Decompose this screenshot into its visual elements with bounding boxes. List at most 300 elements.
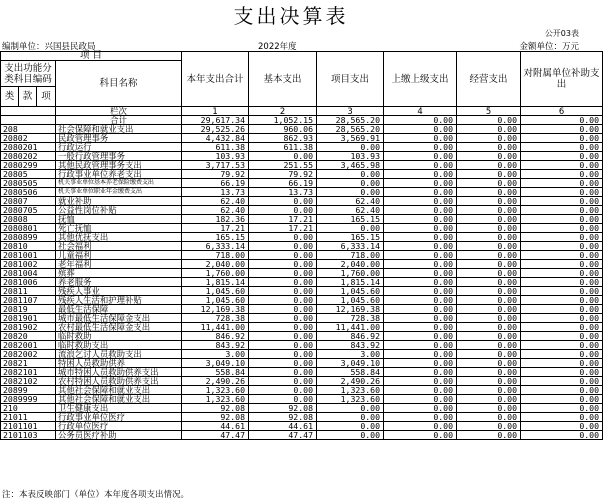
index-blank bbox=[1, 107, 56, 116]
amount-cell: 0.00 bbox=[384, 341, 457, 350]
amount-cell: 718.00 bbox=[317, 251, 384, 260]
subject-name: 城市最低生活保障金支出 bbox=[56, 314, 182, 323]
amount-cell: 0.00 bbox=[384, 134, 457, 143]
section-header: 款 bbox=[19, 87, 37, 107]
amount-cell: 0.00 bbox=[317, 143, 384, 152]
amount-cell: 0.00 bbox=[384, 206, 457, 215]
function-code: 2081107 bbox=[1, 296, 56, 305]
amount-cell: 0.00 bbox=[249, 251, 317, 260]
header-row-1 bbox=[1, 52, 603, 61]
amount-cell: 0.00 bbox=[457, 269, 521, 278]
amount-cell: 0.00 bbox=[249, 269, 317, 278]
amount-cell: 17.21 bbox=[249, 215, 317, 224]
amount-cell: 0.00 bbox=[457, 422, 521, 431]
amount-cell: 0.00 bbox=[384, 386, 457, 395]
amount-cell: 1,815.14 bbox=[317, 278, 384, 287]
amount-cell: 1,045.60 bbox=[182, 296, 249, 305]
subject-name: 行政运行 bbox=[56, 143, 182, 152]
amount-cell: 0.00 bbox=[384, 125, 457, 134]
function-code: 2080299 bbox=[1, 161, 56, 170]
amount-cell: 0.00 bbox=[457, 233, 521, 242]
expenditure-table bbox=[0, 51, 603, 440]
subject-name: 残疾人生活和护理补贴 bbox=[56, 296, 182, 305]
function-code: 20821 bbox=[1, 359, 56, 368]
amount-cell: 0.00 bbox=[317, 422, 384, 431]
amount-cell: 0.00 bbox=[457, 152, 521, 161]
amount-cell: 0.00 bbox=[384, 413, 457, 422]
amount-cell: 44.61 bbox=[249, 422, 317, 431]
subject-name: 卫生健康支出 bbox=[56, 404, 182, 413]
total-value: 0.00 bbox=[521, 116, 603, 125]
amount-cell: 0.00 bbox=[384, 431, 457, 440]
amount-cell: 0.00 bbox=[384, 251, 457, 260]
amount-cell: 92.08 bbox=[182, 413, 249, 422]
amount-cell: 718.00 bbox=[182, 251, 249, 260]
function-code: 20811 bbox=[1, 287, 56, 296]
function-code: 2080705 bbox=[1, 206, 56, 215]
function-code: 2080201 bbox=[1, 143, 56, 152]
amount-cell: 846.92 bbox=[317, 332, 384, 341]
amount-cell: 0.00 bbox=[457, 404, 521, 413]
amount-cell: 62.40 bbox=[317, 197, 384, 206]
amount-cell: 0.00 bbox=[457, 377, 521, 386]
amount-cell: 0.00 bbox=[384, 152, 457, 161]
amount-cell: 0.00 bbox=[457, 215, 521, 224]
amount-cell: 0.00 bbox=[457, 323, 521, 332]
function-code: 2081001 bbox=[1, 251, 56, 260]
amount-cell: 11,441.00 bbox=[182, 323, 249, 332]
amount-cell: 0.00 bbox=[521, 188, 603, 197]
amount-cell: 846.92 bbox=[182, 332, 249, 341]
amount-cell: 0.00 bbox=[249, 305, 317, 314]
amount-cell: 0.00 bbox=[384, 161, 457, 170]
subject-name: 其他社会保障和就业支出 bbox=[56, 395, 182, 404]
function-code: 2082102 bbox=[1, 377, 56, 386]
amount-cell: 0.00 bbox=[384, 377, 457, 386]
amount-cell: 29,525.26 bbox=[182, 125, 249, 134]
amount-cell: 0.00 bbox=[521, 377, 603, 386]
amount-cell: 0.00 bbox=[249, 341, 317, 350]
amount-cell: 0.00 bbox=[521, 413, 603, 422]
subject-name: 儿童福利 bbox=[56, 251, 182, 260]
amount-cell: 1,760.00 bbox=[182, 269, 249, 278]
subject-name: 行政单位医疗 bbox=[56, 422, 182, 431]
amount-cell: 558.84 bbox=[317, 368, 384, 377]
amount-cell: 0.00 bbox=[384, 323, 457, 332]
amount-cell: 0.00 bbox=[521, 179, 603, 188]
amount-cell: 0.00 bbox=[521, 143, 603, 152]
subject-name: 民政管理事务 bbox=[56, 134, 182, 143]
amount-cell: 165.15 bbox=[317, 233, 384, 242]
function-code: 20805 bbox=[1, 170, 56, 179]
amount-cell: 0.00 bbox=[521, 233, 603, 242]
amount-cell: 0.00 bbox=[457, 188, 521, 197]
amount-cell: 728.38 bbox=[317, 314, 384, 323]
amount-cell: 0.00 bbox=[249, 278, 317, 287]
amount-cell: 0.00 bbox=[317, 188, 384, 197]
amount-cell: 0.00 bbox=[457, 431, 521, 440]
amount-cell: 0.00 bbox=[249, 323, 317, 332]
subject-name: 行政事业单位医疗 bbox=[56, 413, 182, 422]
amount-cell: 0.00 bbox=[521, 305, 603, 314]
amount-cell: 0.00 bbox=[249, 359, 317, 368]
total-value: 0.00 bbox=[384, 116, 457, 125]
amount-cell: 3.00 bbox=[182, 350, 249, 359]
amount-cell: 6,333.14 bbox=[182, 242, 249, 251]
amount-cell: 3.00 bbox=[317, 350, 384, 359]
item-header: 项 目 bbox=[1, 52, 182, 61]
amount-cell: 47.47 bbox=[249, 431, 317, 440]
amount-cell: 2,040.00 bbox=[317, 260, 384, 269]
project-header: 项目支出 bbox=[317, 52, 384, 107]
amount-cell: 611.38 bbox=[182, 143, 249, 152]
amount-cell: 0.00 bbox=[249, 233, 317, 242]
amount-cell: 0.00 bbox=[384, 170, 457, 179]
amount-cell: 0.00 bbox=[384, 269, 457, 278]
amount-cell: 0.00 bbox=[521, 431, 603, 440]
function-code: 2082001 bbox=[1, 341, 56, 350]
amount-cell: 0.00 bbox=[457, 260, 521, 269]
amount-cell: 4,432.84 bbox=[182, 134, 249, 143]
amount-cell: 3,717.53 bbox=[182, 161, 249, 170]
index-5: 5 bbox=[457, 107, 521, 116]
compiling-unit: 编制单位：兴国县民政局 bbox=[2, 42, 96, 52]
amount-cell: 0.00 bbox=[457, 242, 521, 251]
function-code: 2101103 bbox=[1, 431, 56, 440]
subject-name: 公务员医疗补助 bbox=[56, 431, 182, 440]
amount-cell: 0.00 bbox=[249, 152, 317, 161]
amount-cell: 0.00 bbox=[249, 332, 317, 341]
amount-cell: 0.00 bbox=[521, 296, 603, 305]
amount-cell: 0.00 bbox=[317, 224, 384, 233]
amount-cell: 0.00 bbox=[521, 125, 603, 134]
function-code: 20899 bbox=[1, 386, 56, 395]
amount-cell: 0.00 bbox=[317, 179, 384, 188]
amount-cell: 1,760.00 bbox=[317, 269, 384, 278]
amount-cell: 0.00 bbox=[384, 224, 457, 233]
form-number: 公开03表 bbox=[544, 29, 579, 38]
index-4: 4 bbox=[384, 107, 457, 116]
kind-header: 类 bbox=[1, 87, 19, 107]
subject-name-header: 科目名称 bbox=[56, 61, 182, 107]
subject-name: 其他民政管理事务支出 bbox=[56, 161, 182, 170]
amount-cell: 0.00 bbox=[521, 359, 603, 368]
amount-cell: 0.00 bbox=[521, 341, 603, 350]
amount-cell: 0.00 bbox=[249, 350, 317, 359]
amount-cell: 1,815.14 bbox=[182, 278, 249, 287]
business-header: 经营支出 bbox=[457, 52, 521, 107]
amount-cell: 3,465.98 bbox=[317, 161, 384, 170]
amount-cell: 1,045.60 bbox=[317, 287, 384, 296]
amount-cell: 0.00 bbox=[521, 323, 603, 332]
amount-cell: 0.00 bbox=[457, 278, 521, 287]
amount-cell: 0.00 bbox=[521, 278, 603, 287]
function-code: 2081901 bbox=[1, 314, 56, 323]
amount-cell: 0.00 bbox=[249, 287, 317, 296]
footnote: 注：本表反映部门（单位）本年度各项支出情况。 bbox=[2, 490, 190, 500]
amount-unit: 金额单位：万元 bbox=[519, 42, 579, 52]
amount-cell: 0.00 bbox=[384, 350, 457, 359]
amount-cell: 0.00 bbox=[457, 368, 521, 377]
amount-cell: 62.40 bbox=[182, 197, 249, 206]
amount-cell: 165.15 bbox=[182, 233, 249, 242]
amount-cell: 3,049.10 bbox=[317, 359, 384, 368]
amount-cell: 0.00 bbox=[521, 332, 603, 341]
function-code: 2080506 bbox=[1, 188, 56, 197]
amount-cell: 0.00 bbox=[384, 287, 457, 296]
amount-cell: 0.00 bbox=[384, 179, 457, 188]
amount-cell: 0.00 bbox=[457, 224, 521, 233]
amount-cell: 103.93 bbox=[182, 152, 249, 161]
amount-cell: 2,490.26 bbox=[317, 377, 384, 386]
amount-cell: 0.00 bbox=[457, 413, 521, 422]
function-code: 2081006 bbox=[1, 278, 56, 287]
amount-cell: 0.00 bbox=[317, 404, 384, 413]
subject-name: 社会保障和就业支出 bbox=[56, 125, 182, 134]
amount-cell: 0.00 bbox=[384, 305, 457, 314]
amount-cell: 0.00 bbox=[384, 332, 457, 341]
amount-cell: 1,045.60 bbox=[182, 287, 249, 296]
amount-cell: 0.00 bbox=[521, 422, 603, 431]
amount-cell: 0.00 bbox=[521, 269, 603, 278]
amount-cell: 0.00 bbox=[521, 350, 603, 359]
amount-cell: 0.00 bbox=[457, 251, 521, 260]
amount-cell: 0.00 bbox=[521, 197, 603, 206]
subject-name: 一般行政管理事务 bbox=[56, 152, 182, 161]
amount-cell: 0.00 bbox=[317, 431, 384, 440]
function-code: 2082101 bbox=[1, 368, 56, 377]
amount-cell: 0.00 bbox=[521, 395, 603, 404]
amount-cell: 843.92 bbox=[317, 341, 384, 350]
subject-name: 临时救助 bbox=[56, 332, 182, 341]
subject-name: 农村最低生活保障金支出 bbox=[56, 323, 182, 332]
function-code: 20807 bbox=[1, 197, 56, 206]
amount-cell: 62.40 bbox=[182, 206, 249, 215]
amount-cell: 0.00 bbox=[384, 368, 457, 377]
report-title: 支出决算表 bbox=[233, 4, 349, 28]
total-value: 0.00 bbox=[457, 116, 521, 125]
amount-cell: 0.00 bbox=[457, 332, 521, 341]
function-code: 2081902 bbox=[1, 323, 56, 332]
amount-cell: 0.00 bbox=[249, 368, 317, 377]
amount-cell: 2,040.00 bbox=[182, 260, 249, 269]
function-code: 2081004 bbox=[1, 269, 56, 278]
fiscal-year: 2022年度 bbox=[258, 42, 297, 52]
amount-cell: 3,049.10 bbox=[182, 359, 249, 368]
amount-cell: 28,565.20 bbox=[317, 125, 384, 134]
index-1: 1 bbox=[182, 107, 249, 116]
amount-cell: 182.36 bbox=[182, 215, 249, 224]
subject-name: 机关事业单位基本养老保险缴费支出 bbox=[56, 179, 182, 188]
amount-cell: 251.55 bbox=[249, 161, 317, 170]
amount-cell: 66.19 bbox=[249, 179, 317, 188]
amount-cell: 0.00 bbox=[457, 134, 521, 143]
amount-cell: 0.00 bbox=[457, 179, 521, 188]
amount-cell: 0.00 bbox=[384, 242, 457, 251]
subject-name: 老年福利 bbox=[56, 260, 182, 269]
amount-cell: 0.00 bbox=[384, 233, 457, 242]
amount-cell: 165.15 bbox=[317, 215, 384, 224]
amount-cell: 0.00 bbox=[457, 350, 521, 359]
subject-name: 行政事业单位养老支出 bbox=[56, 170, 182, 179]
index-2: 2 bbox=[249, 107, 317, 116]
function-code: 2080801 bbox=[1, 224, 56, 233]
amount-cell: 6,333.14 bbox=[317, 242, 384, 251]
amount-cell: 2,490.26 bbox=[182, 377, 249, 386]
amount-cell: 0.00 bbox=[457, 125, 521, 134]
subject-name: 社会福利 bbox=[56, 242, 182, 251]
amount-cell: 11,441.00 bbox=[317, 323, 384, 332]
amount-cell: 0.00 bbox=[249, 242, 317, 251]
amount-cell: 12,169.38 bbox=[182, 305, 249, 314]
amount-cell: 0.00 bbox=[457, 314, 521, 323]
amount-cell: 0.00 bbox=[521, 134, 603, 143]
amount-cell: 0.00 bbox=[384, 188, 457, 197]
amount-cell: 862.93 bbox=[249, 134, 317, 143]
total-header: 本年支出合计 bbox=[182, 52, 249, 107]
subject-name: 机关事业单位职业年金缴费支出 bbox=[56, 188, 182, 197]
amount-cell: 0.00 bbox=[521, 206, 603, 215]
amount-cell: 79.92 bbox=[182, 170, 249, 179]
amount-cell: 0.00 bbox=[249, 206, 317, 215]
amount-cell: 0.00 bbox=[249, 386, 317, 395]
function-code: 20802 bbox=[1, 134, 56, 143]
total-value: 28,565.20 bbox=[317, 116, 384, 125]
function-code: 2082002 bbox=[1, 350, 56, 359]
amount-cell: 0.00 bbox=[317, 170, 384, 179]
amount-cell: 0.00 bbox=[457, 287, 521, 296]
total-label: 合计 bbox=[56, 116, 182, 125]
amount-cell: 47.47 bbox=[182, 431, 249, 440]
amount-cell: 0.00 bbox=[457, 296, 521, 305]
amount-cell: 0.00 bbox=[521, 215, 603, 224]
amount-cell: 17.21 bbox=[182, 224, 249, 233]
amount-cell: 13.73 bbox=[249, 188, 317, 197]
subsidy-header: 对附属单位补助支出 bbox=[521, 52, 603, 107]
amount-cell: 0.00 bbox=[249, 395, 317, 404]
amount-cell: 3,569.91 bbox=[317, 134, 384, 143]
amount-cell: 0.00 bbox=[457, 197, 521, 206]
amount-cell: 1,323.60 bbox=[182, 395, 249, 404]
subject-name: 殡葬 bbox=[56, 269, 182, 278]
subject-name: 其他社会保障和就业支出 bbox=[56, 386, 182, 395]
amount-cell: 0.00 bbox=[457, 161, 521, 170]
function-code: 20819 bbox=[1, 305, 56, 314]
amount-cell: 17.21 bbox=[249, 224, 317, 233]
function-code: 2080202 bbox=[1, 152, 56, 161]
lanci-label: 栏次 bbox=[56, 107, 182, 116]
amount-cell: 0.00 bbox=[249, 377, 317, 386]
function-code: 21011 bbox=[1, 413, 56, 422]
amount-cell: 0.00 bbox=[457, 359, 521, 368]
amount-cell: 0.00 bbox=[457, 206, 521, 215]
subject-name: 抚恤 bbox=[56, 215, 182, 224]
function-code: 208 bbox=[1, 125, 56, 134]
amount-cell: 92.08 bbox=[182, 404, 249, 413]
index-3: 3 bbox=[317, 107, 384, 116]
amount-cell: 0.00 bbox=[384, 296, 457, 305]
amount-cell: 0.00 bbox=[521, 314, 603, 323]
function-code: 20810 bbox=[1, 242, 56, 251]
amount-cell: 0.00 bbox=[384, 260, 457, 269]
amount-cell: 0.00 bbox=[521, 152, 603, 161]
subject-name: 城市特困人员救助供养支出 bbox=[56, 368, 182, 377]
subject-name: 养老服务 bbox=[56, 278, 182, 287]
amount-cell: 12,169.38 bbox=[317, 305, 384, 314]
func-code-header: 支出功能分类科目编码 bbox=[1, 61, 56, 87]
subject-name: 最低生活保障 bbox=[56, 305, 182, 314]
amount-cell: 0.00 bbox=[521, 251, 603, 260]
basic-header: 基本支出 bbox=[249, 52, 317, 107]
amount-cell: 0.00 bbox=[384, 404, 457, 413]
amount-cell: 0.00 bbox=[521, 368, 603, 377]
amount-cell: 558.84 bbox=[182, 368, 249, 377]
subject-name: 公益性岗位补贴 bbox=[56, 206, 182, 215]
amount-cell: 0.00 bbox=[249, 296, 317, 305]
amount-cell: 79.92 bbox=[249, 170, 317, 179]
amount-cell: 103.93 bbox=[317, 152, 384, 161]
amount-cell: 0.00 bbox=[521, 287, 603, 296]
function-code: 20820 bbox=[1, 332, 56, 341]
amount-cell: 728.38 bbox=[182, 314, 249, 323]
amount-cell: 960.06 bbox=[249, 125, 317, 134]
function-code: 2080505 bbox=[1, 179, 56, 188]
amount-cell: 0.00 bbox=[457, 170, 521, 179]
amount-cell: 0.00 bbox=[384, 197, 457, 206]
amount-cell: 0.00 bbox=[457, 395, 521, 404]
remit-header: 上缴上级支出 bbox=[384, 52, 457, 107]
amount-cell: 0.00 bbox=[457, 143, 521, 152]
amount-cell: 611.38 bbox=[249, 143, 317, 152]
subject-name: 特困人员救助供养 bbox=[56, 359, 182, 368]
item-col-header: 项 bbox=[37, 87, 56, 107]
total-value: 1,052.15 bbox=[249, 116, 317, 125]
amount-cell: 1,323.60 bbox=[182, 386, 249, 395]
amount-cell: 0.00 bbox=[249, 314, 317, 323]
amount-cell: 1,323.60 bbox=[317, 386, 384, 395]
subject-name: 就业补助 bbox=[56, 197, 182, 206]
subject-name: 临时救助支出 bbox=[56, 341, 182, 350]
amount-cell: 0.00 bbox=[317, 413, 384, 422]
amount-cell: 66.19 bbox=[182, 179, 249, 188]
amount-cell: 0.00 bbox=[521, 404, 603, 413]
amount-cell: 0.00 bbox=[457, 305, 521, 314]
function-code: 210 bbox=[1, 404, 56, 413]
function-code: 2101101 bbox=[1, 422, 56, 431]
amount-cell: 13.73 bbox=[182, 188, 249, 197]
amount-cell: 0.00 bbox=[384, 359, 457, 368]
amount-cell: 0.00 bbox=[249, 260, 317, 269]
amount-cell: 0.00 bbox=[457, 341, 521, 350]
subject-name: 农村特困人员救助供养支出 bbox=[56, 377, 182, 386]
amount-cell: 0.00 bbox=[384, 395, 457, 404]
amount-cell: 0.00 bbox=[384, 422, 457, 431]
function-code: 2081002 bbox=[1, 260, 56, 269]
amount-cell: 92.08 bbox=[249, 413, 317, 422]
function-code: 20808 bbox=[1, 215, 56, 224]
amount-cell: 44.61 bbox=[182, 422, 249, 431]
function-code: 2080899 bbox=[1, 233, 56, 242]
subject-name: 流浪乞讨人员救助支出 bbox=[56, 350, 182, 359]
amount-cell: 843.92 bbox=[182, 341, 249, 350]
amount-cell: 62.40 bbox=[317, 206, 384, 215]
index-6: 6 bbox=[521, 107, 603, 116]
amount-cell: 0.00 bbox=[521, 161, 603, 170]
amount-cell: 0.00 bbox=[521, 224, 603, 233]
amount-cell: 0.00 bbox=[457, 386, 521, 395]
amount-cell: 92.08 bbox=[249, 404, 317, 413]
amount-cell: 0.00 bbox=[249, 197, 317, 206]
